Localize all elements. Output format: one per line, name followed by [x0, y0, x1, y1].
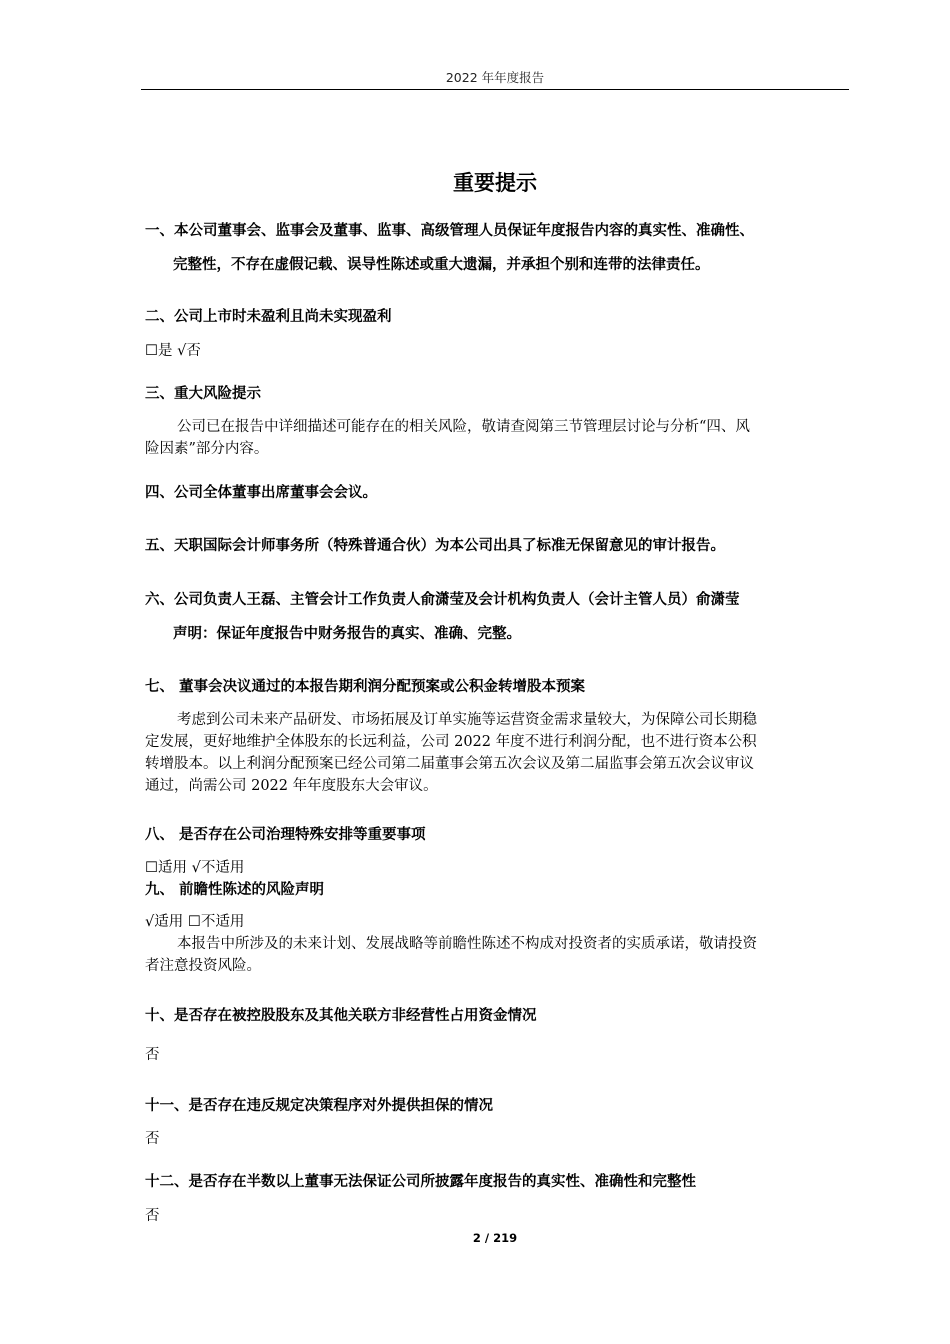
- section-11-heading: 十一、是否存在违反规定决策程序对外提供担保的情况: [145, 1098, 493, 1114]
- section-7-body-line-4: 通过，尚需公司 2022 年年度股东大会审议。: [145, 778, 438, 794]
- section-9-heading: 九、 前瞻性陈述的风险声明: [145, 882, 325, 898]
- section-6-line-2: 声明：保证年度报告中财务报告的真实、准确、完整。: [173, 626, 521, 642]
- section-10-answer: 否: [145, 1047, 160, 1063]
- section-8-heading: 八、 是否存在公司治理特殊安排等重要事项: [145, 827, 426, 843]
- section-3-body-line-1: 公司已在报告中详细描述可能存在的相关风险，敬请查阅第三节管理层讨论与分析“四、风: [177, 419, 750, 435]
- header-divider: [141, 89, 849, 90]
- section-7-body-line-2: 定发展，更好地维护全体股东的长远利益，公司 2022 年度不进行利润分配，也不进行资本公积: [145, 734, 757, 750]
- section-3-heading: 三、重大风险提示: [145, 386, 261, 402]
- section-12-answer: 否: [145, 1208, 160, 1224]
- running-header: 2022 年年度报告: [445, 70, 545, 85]
- section-2-options: ☐是 √否: [145, 343, 201, 359]
- section-4-heading: 四、公司全体董事出席董事会会议。: [145, 485, 377, 501]
- section-3-body-line-2: 险因素”部分内容。: [145, 441, 269, 457]
- section-1-line-1: 一、本公司董事会、监事会及董事、监事、高级管理人员保证年度报告内容的真实性、准确性、: [145, 223, 754, 239]
- section-7-body-line-3: 转增股本。以上利润分配预案已经公司第二届董事会第五次会议及第二届监事会第五次会议审议: [145, 756, 754, 772]
- section-12-heading: 十二、是否存在半数以上董事无法保证公司所披露年度报告的真实性、准确性和完整性: [145, 1174, 696, 1190]
- page-number: 2 / 219: [472, 1231, 518, 1245]
- section-7-body-line-1: 考虑到公司未来产品研发、市场拓展及订单实施等运营资金需求量较大，为保障公司长期稳: [177, 712, 757, 728]
- section-9-body-line-2: 者注意投资风险。: [145, 958, 261, 974]
- section-5-heading: 五、天职国际会计师事务所（特殊普通合伙）为本公司出具了标准无保留意见的审计报告。: [145, 538, 725, 554]
- section-6-line-1: 六、公司负责人王磊、主管会计工作负责人俞潇莹及会计机构负责人（会计主管人员）俞潇莹: [145, 592, 740, 608]
- section-9-options: √适用 ☐不适用: [145, 914, 245, 930]
- section-11-answer: 否: [145, 1131, 160, 1147]
- page-title: 重要提示: [453, 171, 537, 195]
- section-10-heading: 十、是否存在被控股股东及其他关联方非经营性占用资金情况: [145, 1008, 537, 1024]
- section-7-heading: 七、 董事会决议通过的本报告期利润分配预案或公积金转增股本预案: [145, 679, 586, 695]
- section-2-heading: 二、公司上市时未盈利且尚未实现盈利: [145, 309, 392, 325]
- section-1-line-2: 完整性，不存在虚假记载、误导性陈述或重大遗漏，并承担个别和连带的法律责任。: [173, 257, 710, 273]
- section-9-body-line-1: 本报告中所涉及的未来计划、发展战略等前瞻性陈述不构成对投资者的实质承诺，敬请投资: [177, 936, 757, 952]
- section-8-options: ☐适用 √不适用: [145, 860, 245, 876]
